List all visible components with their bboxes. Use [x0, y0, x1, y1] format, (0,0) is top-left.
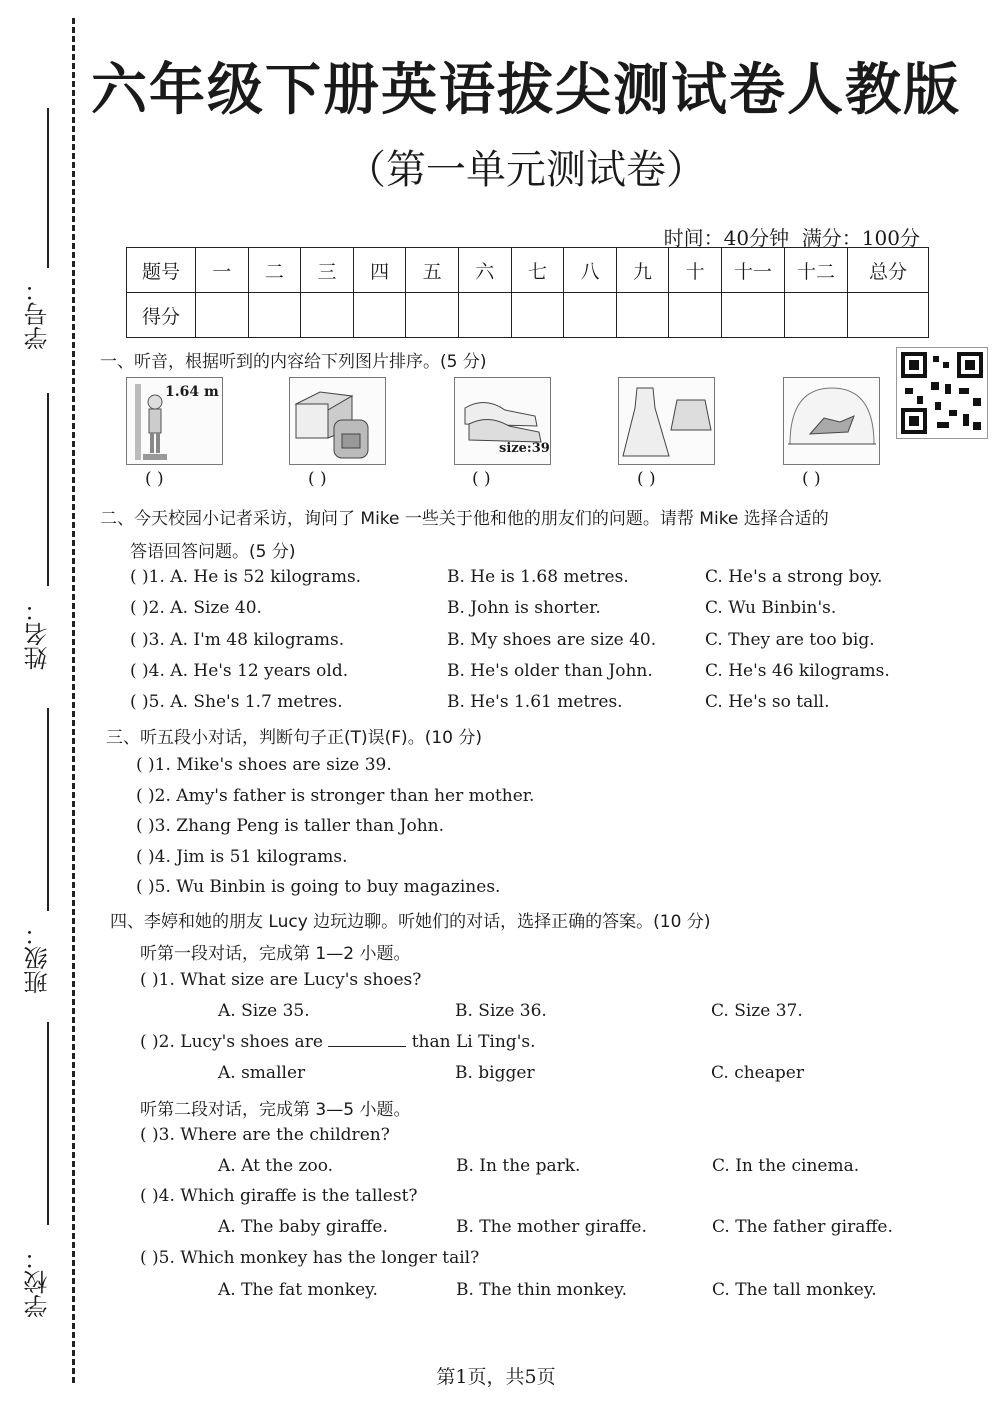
score-cell[interactable] — [669, 293, 722, 338]
sec4-q1-a: A. Size 35. — [218, 1001, 310, 1021]
col-10: 十 — [669, 248, 722, 293]
score-cell[interactable] — [301, 293, 354, 338]
score-row1-label: 题号 — [127, 248, 196, 293]
sec2-q2: ( )2. A. Size 40. — [130, 598, 262, 618]
sec3-heading: 三、听五段小对话，判断句子正(T)误(F)。(10 分) — [106, 728, 482, 748]
qr-code-icon — [897, 348, 987, 438]
col-5: 五 — [406, 248, 459, 293]
sec4-q2-stem: ( )2. Lucy's shoes are — [140, 1032, 323, 1052]
sec3-q2: ( )2. Amy's father is stronger than her mother. — [136, 786, 535, 806]
pic3-label: size:39 — [499, 441, 550, 456]
col-7: 七 — [511, 248, 564, 293]
pic4-answer[interactable]: ( ) — [637, 469, 656, 489]
page-title: 六年级下册英语拔尖测试卷人教版 — [91, 58, 961, 123]
pic-sneakers — [454, 377, 551, 465]
pic-height-chart — [126, 377, 223, 465]
col-3: 三 — [301, 248, 354, 293]
sec2-q3-c: C. They are too big. — [705, 630, 875, 650]
sec2-heading-line2: 答语回答问题。(5 分) — [130, 542, 296, 562]
col-2: 二 — [248, 248, 301, 293]
score-cell[interactable] — [196, 293, 249, 338]
pic2-answer[interactable]: ( ) — [308, 469, 327, 489]
col-6: 六 — [458, 248, 511, 293]
time-limit: 时间：40分钟 — [663, 226, 790, 250]
col-9: 九 — [616, 248, 669, 293]
sec1-heading: 一、听音，根据听到的内容给下列图片排序。(5 分) — [100, 352, 487, 372]
pic5-answer[interactable]: ( ) — [802, 469, 821, 489]
sec2-q4: ( )4. A. He's 12 years old. — [130, 661, 349, 681]
score-cell[interactable] — [458, 293, 511, 338]
sec3-q4: ( )4. Jim is 51 kilograms. — [136, 847, 348, 867]
sec4-part2: 听第二段对话，完成第 3—5 小题。 — [140, 1100, 411, 1120]
pic1-answer[interactable]: ( ) — [145, 469, 164, 489]
sec4-q2 — [140, 1032, 536, 1052]
sec2-q2-b: B. John is shorter. — [447, 598, 601, 618]
xuehao-label: 学号： — [24, 278, 52, 350]
sec4-q3: ( )3. Where are the children? — [140, 1125, 390, 1145]
col-8: 八 — [564, 248, 617, 293]
sec4-q5: ( )5. Which monkey has the longer tail? — [140, 1248, 480, 1268]
sec4-q2-c: C. cheaper — [711, 1063, 804, 1083]
sec2-q4-c: C. He's 46 kilograms. — [705, 661, 890, 681]
sec4-q1-b: B. Size 36. — [455, 1001, 547, 1021]
dinosaur-icon — [784, 378, 879, 464]
sec2-q5-c: C. He's so tall. — [705, 692, 830, 712]
pic3-answer[interactable]: ( ) — [472, 469, 491, 489]
pic-dinosaur-dome — [783, 377, 880, 465]
score-table-score-row — [127, 293, 929, 338]
binding-dashed-line — [72, 18, 75, 1383]
sec2-q5: ( )5. A. She's 1.7 metres. — [130, 692, 343, 712]
sec4-q4-c: C. The father giraffe. — [712, 1217, 893, 1237]
dress-skirt-icon — [619, 378, 714, 464]
sec4-q3-b: B. In the park. — [456, 1156, 581, 1176]
sec3-q1: ( )1. Mike's shoes are size 39. — [136, 755, 392, 775]
score-cell[interactable] — [406, 293, 459, 338]
sec4-q5-b: B. The thin monkey. — [456, 1280, 628, 1300]
sec2-q1-b: B. He is 1.68 metres. — [447, 567, 629, 587]
pic1-label: 1.64 m — [165, 384, 219, 400]
sec4-q4-a: A. The baby giraffe. — [218, 1217, 388, 1237]
score-cell[interactable] — [353, 293, 406, 338]
score-row2-label: 得分 — [127, 293, 196, 338]
xingming-line — [47, 393, 49, 586]
sec4-q2-stem-end: than Li Ting's. — [411, 1032, 536, 1052]
xingming-label: 姓名： — [24, 598, 52, 670]
sec3-q3: ( )3. Zhang Peng is taller than John. — [136, 816, 445, 836]
sec4-q3-a: A. At the zoo. — [218, 1156, 334, 1176]
page-subtitle: （第一单元测试卷） — [346, 147, 706, 193]
sec3-q5: ( )5. Wu Binbin is going to buy magazines. — [136, 877, 501, 897]
page-number: 第1页，共5页 — [436, 1366, 556, 1388]
score-cell[interactable] — [248, 293, 301, 338]
sec2-q5-b: B. He's 1.61 metres. — [447, 692, 623, 712]
score-cell[interactable] — [722, 293, 785, 338]
sec4-part1: 听第一段对话，完成第 1—2 小题。 — [140, 944, 411, 964]
col-11: 十一 — [722, 248, 785, 293]
sec2-q4-b: B. He's older than John. — [447, 661, 653, 681]
sec4-q1-c: C. Size 37. — [711, 1001, 803, 1021]
sec4-q2-b: B. bigger — [455, 1063, 535, 1083]
qr-code — [896, 347, 988, 439]
col-1: 一 — [196, 248, 249, 293]
sec2-q1: ( )1. A. He is 52 kilograms. — [130, 567, 362, 587]
col-total: 总分 — [848, 248, 929, 293]
sec2-q3-b: B. My shoes are size 40. — [447, 630, 657, 650]
pic-box-backpack — [289, 377, 386, 465]
col-12: 十二 — [785, 248, 848, 293]
col-4: 四 — [353, 248, 406, 293]
sec4-heading: 四、李婷和她的朋友 Lucy 边玩边聊。听她们的对话，选择正确的答案。(10 分) — [110, 912, 711, 932]
score-cell-total[interactable] — [848, 293, 929, 338]
sec2-q1-c: C. He's a strong boy. — [705, 567, 883, 587]
banji-line — [47, 708, 49, 911]
sec2-q3: ( )3. A. I'm 48 kilograms. — [130, 630, 345, 650]
score-cell[interactable] — [785, 293, 848, 338]
score-cell[interactable] — [616, 293, 669, 338]
full-score: 满分：100分 — [801, 226, 920, 250]
xuexiao-line — [47, 1022, 49, 1225]
score-cell[interactable] — [564, 293, 617, 338]
xuexiao-label: 学校： — [24, 1246, 52, 1318]
sec2-q2-c: C. Wu Binbin's. — [705, 598, 837, 618]
sec4-q2-a: A. smaller — [218, 1063, 306, 1083]
box-backpack-icon — [290, 378, 385, 464]
pic-dress-skirt — [618, 377, 715, 465]
score-cell[interactable] — [511, 293, 564, 338]
sec4-q5-c: C. The tall monkey. — [712, 1280, 877, 1300]
sec4-q2-blank[interactable] — [328, 1032, 406, 1047]
score-table-header-row — [127, 248, 929, 293]
sec4-q3-c: C. In the cinema. — [712, 1156, 860, 1176]
score-table — [126, 247, 929, 338]
sec2-heading-line1: 二、今天校园小记者采访，询问了 Mike 一些关于他和他的朋友们的问题。请帮 Mike 选择合适的 — [100, 509, 829, 529]
sec4-q4: ( )4. Which giraffe is the tallest? — [140, 1186, 418, 1206]
sec4-q4-b: B. The mother giraffe. — [456, 1217, 647, 1237]
sec4-q5-a: A. The fat monkey. — [218, 1280, 378, 1300]
sec4-q1: ( )1. What size are Lucy's shoes? — [140, 970, 422, 990]
banji-label: 班级： — [24, 922, 52, 994]
